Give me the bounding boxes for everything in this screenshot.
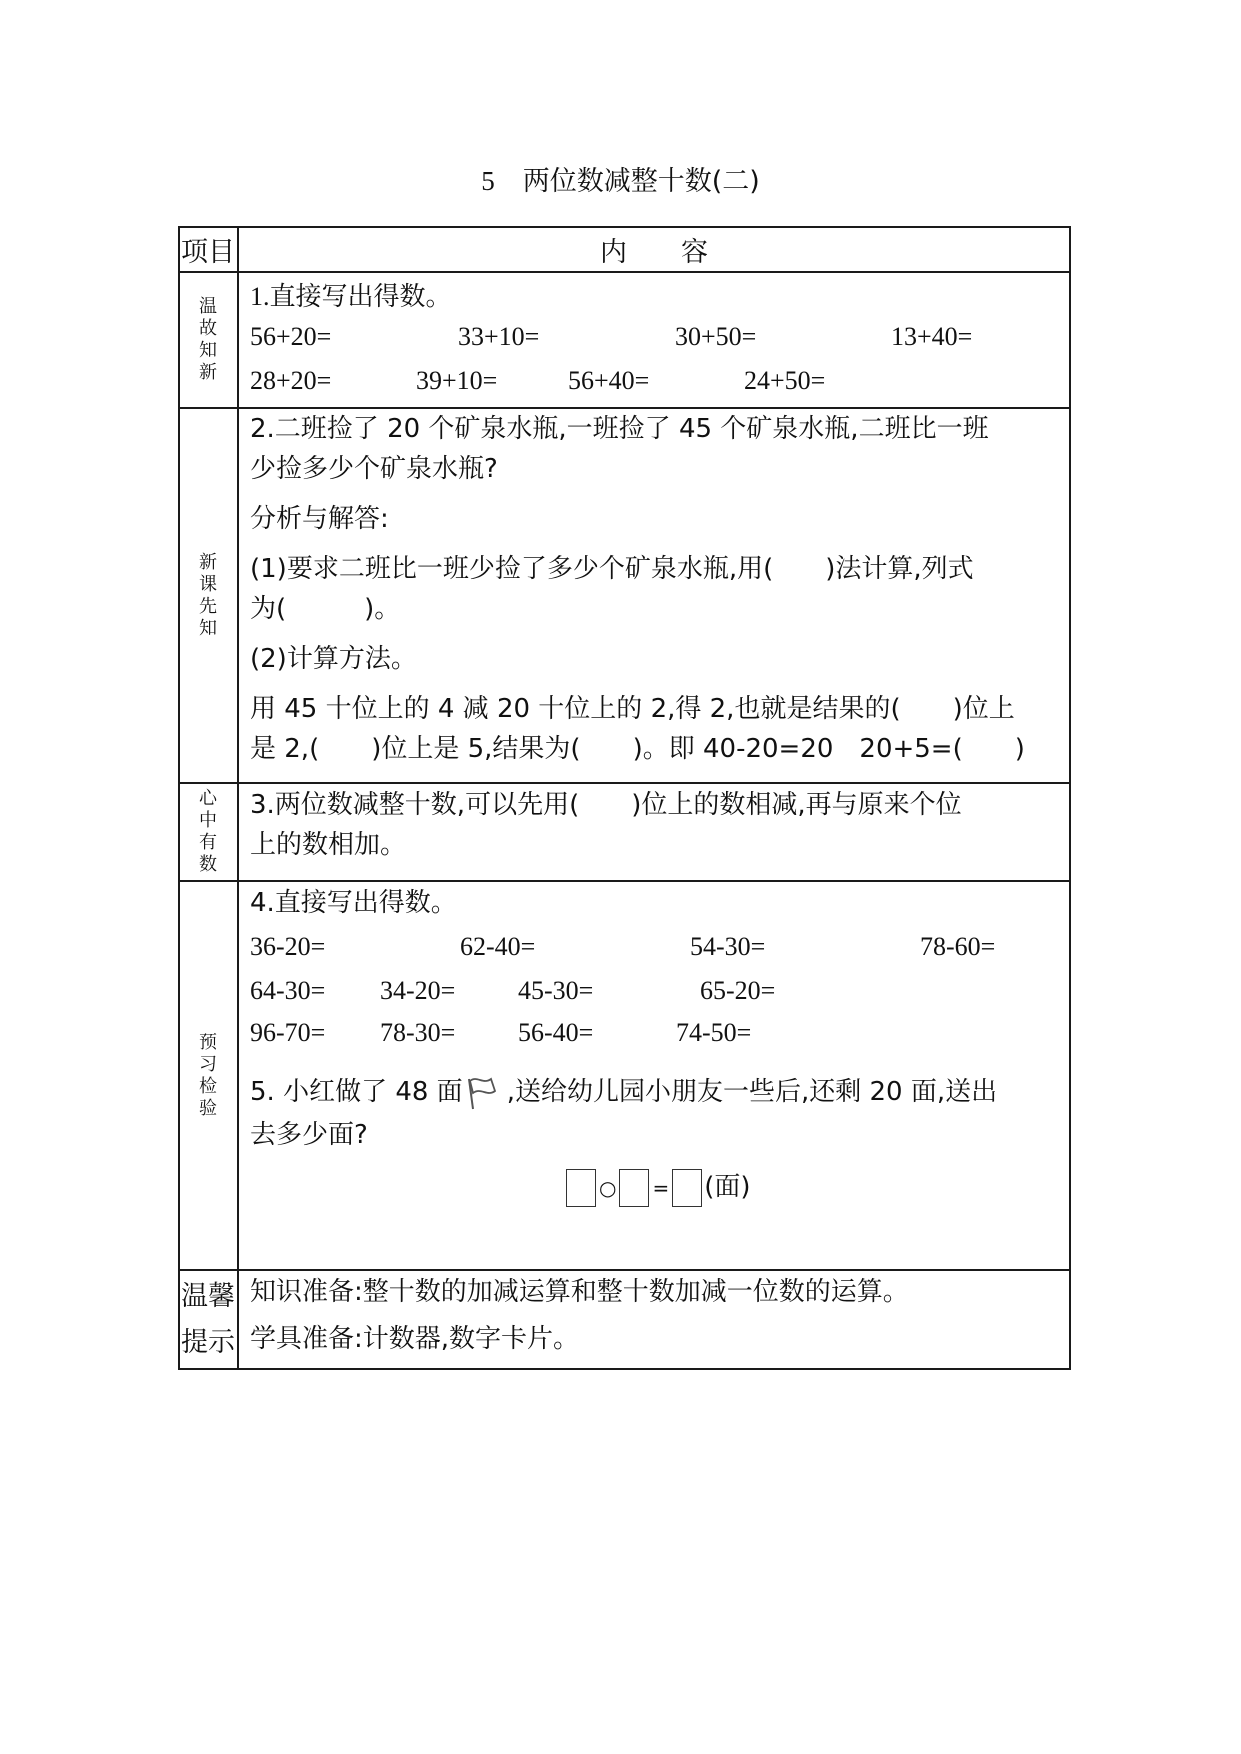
unit-label: (面): [704, 1172, 751, 1202]
math-problem: 74-50=: [676, 1018, 752, 1047]
math-problem: 36-20=: [250, 932, 326, 961]
header-content: 内 容: [600, 237, 708, 268]
math-problem: 30+50=: [675, 322, 757, 351]
question-1-title: 1.直接写出得数。: [250, 282, 452, 311]
operator-circle[interactable]: ○: [599, 1175, 617, 1200]
math-problem: 56+20=: [250, 322, 332, 351]
flag-icon: [465, 1073, 505, 1113]
math-problem: 96-70=: [250, 1018, 326, 1047]
math-problem: 54-30=: [690, 932, 766, 961]
question-2-line-1: 2.二班捡了 20 个矿泉水瓶,一班捡了 45 个矿泉水瓶,二班比一班: [250, 414, 989, 444]
worksheet-table: [178, 226, 1071, 1370]
part-2-heading: (2)计算方法。: [250, 644, 417, 674]
math-problem: 56-40=: [518, 1018, 594, 1047]
math-problem: 39+10=: [416, 366, 498, 395]
math-problem: 33+10=: [458, 322, 540, 351]
math-problem: 24+50=: [744, 366, 826, 395]
math-problem: 64-30=: [250, 976, 326, 1005]
answer-box[interactable]: [672, 1169, 702, 1207]
table-border-bottom: [178, 1368, 1071, 1370]
section-label-tips: 温馨 提示: [181, 1280, 235, 1358]
question-2-line-2: 少捡多少个矿泉水瓶?: [250, 454, 498, 484]
tips-line-2: 学具准备:计数器,数字卡片。: [250, 1324, 580, 1354]
question-5-line-1: 5. 小红做了 48 面 ,送给幼儿园小朋友一些后,还剩 20 面,送出: [250, 1071, 997, 1113]
section-label-review: 温 故 知 新: [199, 296, 217, 383]
header-item: 项目: [181, 237, 235, 268]
tips-line-1: 知识准备:整十数的加减运算和整十数加减一位数的运算。: [250, 1277, 909, 1307]
section-label-check: 预 习 检 验: [199, 1031, 217, 1119]
page-title: [0, 163, 1241, 200]
part-1-line-2: 为( )。: [250, 594, 401, 624]
question-3-line-1: 3.两位数减整十数,可以先用( )位上的数相减,再与原来个位: [250, 790, 962, 820]
question-3-line-2: 上的数相加。: [250, 830, 407, 860]
lesson-number: 5: [481, 166, 495, 196]
math-problem: 45-30=: [518, 976, 594, 1005]
table-border-right: [1069, 226, 1071, 1370]
math-problem: 56+40=: [568, 366, 650, 395]
question-5-line-2: 去多少面?: [250, 1120, 368, 1150]
analysis-heading: 分析与解答:: [250, 504, 389, 534]
lesson-title: 两位数减整十数(二): [522, 166, 760, 197]
math-problem: 65-20=: [700, 976, 776, 1005]
math-problem: 62-40=: [460, 932, 536, 961]
section-label-new-lesson: 新 课 先 知: [199, 551, 217, 639]
answer-equation: [564, 1166, 751, 1207]
section-label-mind: 心 中 有 数: [199, 788, 217, 875]
math-problem: 13+40=: [891, 322, 973, 351]
math-problem: 28+20=: [250, 366, 332, 395]
math-problem: 78-30=: [380, 1018, 456, 1047]
math-problem: 78-60=: [920, 932, 996, 961]
question-4-title: 4.直接写出得数。: [250, 888, 457, 918]
math-problem: 34-20=: [380, 976, 456, 1005]
equals-sign: =: [652, 1175, 670, 1200]
answer-box[interactable]: [566, 1169, 596, 1207]
table-divider: [178, 271, 1071, 273]
answer-box[interactable]: [619, 1169, 649, 1207]
part-2-line-1: 用 45 十位上的 4 减 20 十位上的 2,得 2,也就是结果的( )位上: [250, 694, 1015, 724]
part-1-line-1: (1)要求二班比一班少捡了多少个矿泉水瓶,用( )法计算,列式: [250, 554, 974, 584]
part-2-line-2: 是 2,( )位上是 5,结果为( )。即 40-20=20 20+5=( ): [250, 734, 1025, 764]
